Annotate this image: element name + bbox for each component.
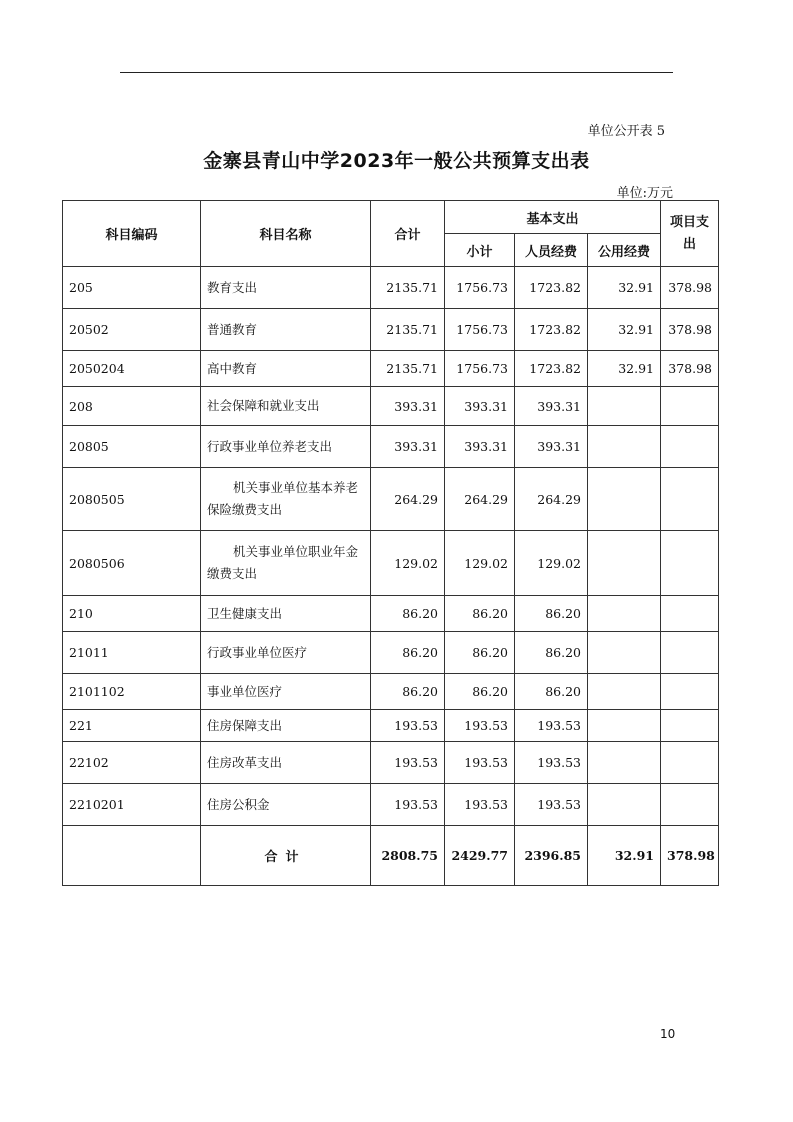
row-public bbox=[588, 468, 661, 531]
row-project bbox=[661, 710, 719, 742]
row-public bbox=[588, 531, 661, 596]
row-name: 行政事业单位养老支出 bbox=[201, 426, 371, 468]
row-name: 住房公积金 bbox=[201, 784, 371, 826]
row-project bbox=[661, 596, 719, 632]
row-personnel: 193.53 bbox=[515, 710, 588, 742]
table-row bbox=[63, 267, 719, 309]
row-code: 221 bbox=[63, 710, 201, 742]
row-personnel: 393.31 bbox=[515, 387, 588, 426]
row-code: 22102 bbox=[63, 742, 201, 784]
row-subtotal: 1756.73 bbox=[445, 267, 515, 309]
table-row bbox=[63, 468, 719, 531]
row-total: 86.20 bbox=[371, 596, 445, 632]
row-project: 378.98 bbox=[661, 309, 719, 351]
header-public: 公用经费 bbox=[588, 234, 661, 267]
table-row bbox=[63, 596, 719, 632]
row-personnel: 86.20 bbox=[515, 596, 588, 632]
row-personnel: 1723.82 bbox=[515, 309, 588, 351]
row-code: 2101102 bbox=[63, 674, 201, 710]
row-total: 393.31 bbox=[371, 426, 445, 468]
row-subtotal: 1756.73 bbox=[445, 309, 515, 351]
row-public bbox=[588, 387, 661, 426]
row-project bbox=[661, 632, 719, 674]
header-rule bbox=[120, 72, 673, 73]
row-subtotal: 193.53 bbox=[445, 742, 515, 784]
row-subtotal: 393.31 bbox=[445, 387, 515, 426]
row-subtotal: 1756.73 bbox=[445, 351, 515, 387]
total-label: 合计 bbox=[201, 826, 371, 886]
budget-table bbox=[62, 200, 719, 886]
row-project bbox=[661, 784, 719, 826]
header-subtotal: 小计 bbox=[445, 234, 515, 267]
row-code: 20805 bbox=[63, 426, 201, 468]
row-total: 86.20 bbox=[371, 632, 445, 674]
row-code: 2080505 bbox=[63, 468, 201, 531]
row-total: 193.53 bbox=[371, 742, 445, 784]
row-name: 事业单位医疗 bbox=[201, 674, 371, 710]
table-row bbox=[63, 351, 719, 387]
table-row bbox=[63, 784, 719, 826]
row-personnel: 129.02 bbox=[515, 531, 588, 596]
row-code: 2080506 bbox=[63, 531, 201, 596]
row-personnel: 264.29 bbox=[515, 468, 588, 531]
total-total: 2808.75 bbox=[371, 826, 445, 886]
row-name: 教育支出 bbox=[201, 267, 371, 309]
row-total: 2135.71 bbox=[371, 351, 445, 387]
table-row bbox=[63, 426, 719, 468]
row-public bbox=[588, 742, 661, 784]
row-personnel: 86.20 bbox=[515, 674, 588, 710]
row-project bbox=[661, 468, 719, 531]
row-subtotal: 393.31 bbox=[445, 426, 515, 468]
row-subtotal: 264.29 bbox=[445, 468, 515, 531]
row-personnel: 193.53 bbox=[515, 742, 588, 784]
row-name: 高中教育 bbox=[201, 351, 371, 387]
row-code: 20502 bbox=[63, 309, 201, 351]
table-row bbox=[63, 710, 719, 742]
header-code: 科目编码 bbox=[63, 201, 201, 267]
row-name: 机关事业单位职业年金缴费支出 bbox=[201, 531, 371, 596]
header-basic: 基本支出 bbox=[445, 201, 661, 234]
row-name: 住房改革支出 bbox=[201, 742, 371, 784]
page-number: 10 bbox=[660, 1027, 676, 1041]
row-personnel: 393.31 bbox=[515, 426, 588, 468]
row-subtotal: 193.53 bbox=[445, 784, 515, 826]
table-row bbox=[63, 674, 719, 710]
total-public: 32.91 bbox=[588, 826, 661, 886]
row-code: 2210201 bbox=[63, 784, 201, 826]
row-public: 32.91 bbox=[588, 267, 661, 309]
row-project bbox=[661, 674, 719, 710]
row-name: 行政事业单位医疗 bbox=[201, 632, 371, 674]
header-name: 科目名称 bbox=[201, 201, 371, 267]
row-public bbox=[588, 426, 661, 468]
row-total: 2135.71 bbox=[371, 309, 445, 351]
row-personnel: 1723.82 bbox=[515, 267, 588, 309]
row-code: 208 bbox=[63, 387, 201, 426]
row-total: 129.02 bbox=[371, 531, 445, 596]
page-title: 金寨县青山中学2023年一般公共预算支出表 bbox=[203, 150, 590, 172]
row-total: 2135.71 bbox=[371, 267, 445, 309]
row-name: 普通教育 bbox=[201, 309, 371, 351]
header-project: 项目支出 bbox=[661, 201, 719, 267]
row-total: 393.31 bbox=[371, 387, 445, 426]
row-project: 378.98 bbox=[661, 351, 719, 387]
table-row bbox=[63, 531, 719, 596]
row-personnel: 1723.82 bbox=[515, 351, 588, 387]
table-row bbox=[63, 309, 719, 351]
row-public bbox=[588, 632, 661, 674]
row-public bbox=[588, 784, 661, 826]
row-subtotal: 86.20 bbox=[445, 596, 515, 632]
row-name: 社会保障和就业支出 bbox=[201, 387, 371, 426]
total-subtotal: 2429.77 bbox=[445, 826, 515, 886]
row-code: 2050204 bbox=[63, 351, 201, 387]
total-code-empty bbox=[63, 826, 201, 886]
table-row bbox=[63, 742, 719, 784]
row-name: 机关事业单位基本养老保险缴费支出 bbox=[201, 468, 371, 531]
header-total: 合计 bbox=[371, 201, 445, 267]
row-subtotal: 86.20 bbox=[445, 632, 515, 674]
table-row bbox=[63, 632, 719, 674]
row-subtotal: 129.02 bbox=[445, 531, 515, 596]
header-personnel: 人员经费 bbox=[515, 234, 588, 267]
row-project bbox=[661, 531, 719, 596]
row-total: 193.53 bbox=[371, 710, 445, 742]
row-public bbox=[588, 596, 661, 632]
row-subtotal: 193.53 bbox=[445, 710, 515, 742]
form-number: 单位公开表 5 bbox=[587, 124, 665, 139]
row-name: 卫生健康支出 bbox=[201, 596, 371, 632]
row-personnel: 193.53 bbox=[515, 784, 588, 826]
row-project bbox=[661, 387, 719, 426]
row-code: 21011 bbox=[63, 632, 201, 674]
row-code: 205 bbox=[63, 267, 201, 309]
total-project: 378.98 bbox=[661, 826, 719, 886]
row-code: 210 bbox=[63, 596, 201, 632]
row-project bbox=[661, 742, 719, 784]
row-public: 32.91 bbox=[588, 309, 661, 351]
row-public bbox=[588, 710, 661, 742]
row-public: 32.91 bbox=[588, 351, 661, 387]
row-subtotal: 86.20 bbox=[445, 674, 515, 710]
row-total: 264.29 bbox=[371, 468, 445, 531]
total-personnel: 2396.85 bbox=[515, 826, 588, 886]
row-project: 378.98 bbox=[661, 267, 719, 309]
total-row bbox=[63, 826, 719, 886]
row-project bbox=[661, 426, 719, 468]
row-total: 193.53 bbox=[371, 784, 445, 826]
row-public bbox=[588, 674, 661, 710]
row-name: 住房保障支出 bbox=[201, 710, 371, 742]
row-personnel: 86.20 bbox=[515, 632, 588, 674]
table-row bbox=[63, 387, 719, 426]
unit-label: 单位:万元 bbox=[616, 186, 673, 201]
row-total: 86.20 bbox=[371, 674, 445, 710]
